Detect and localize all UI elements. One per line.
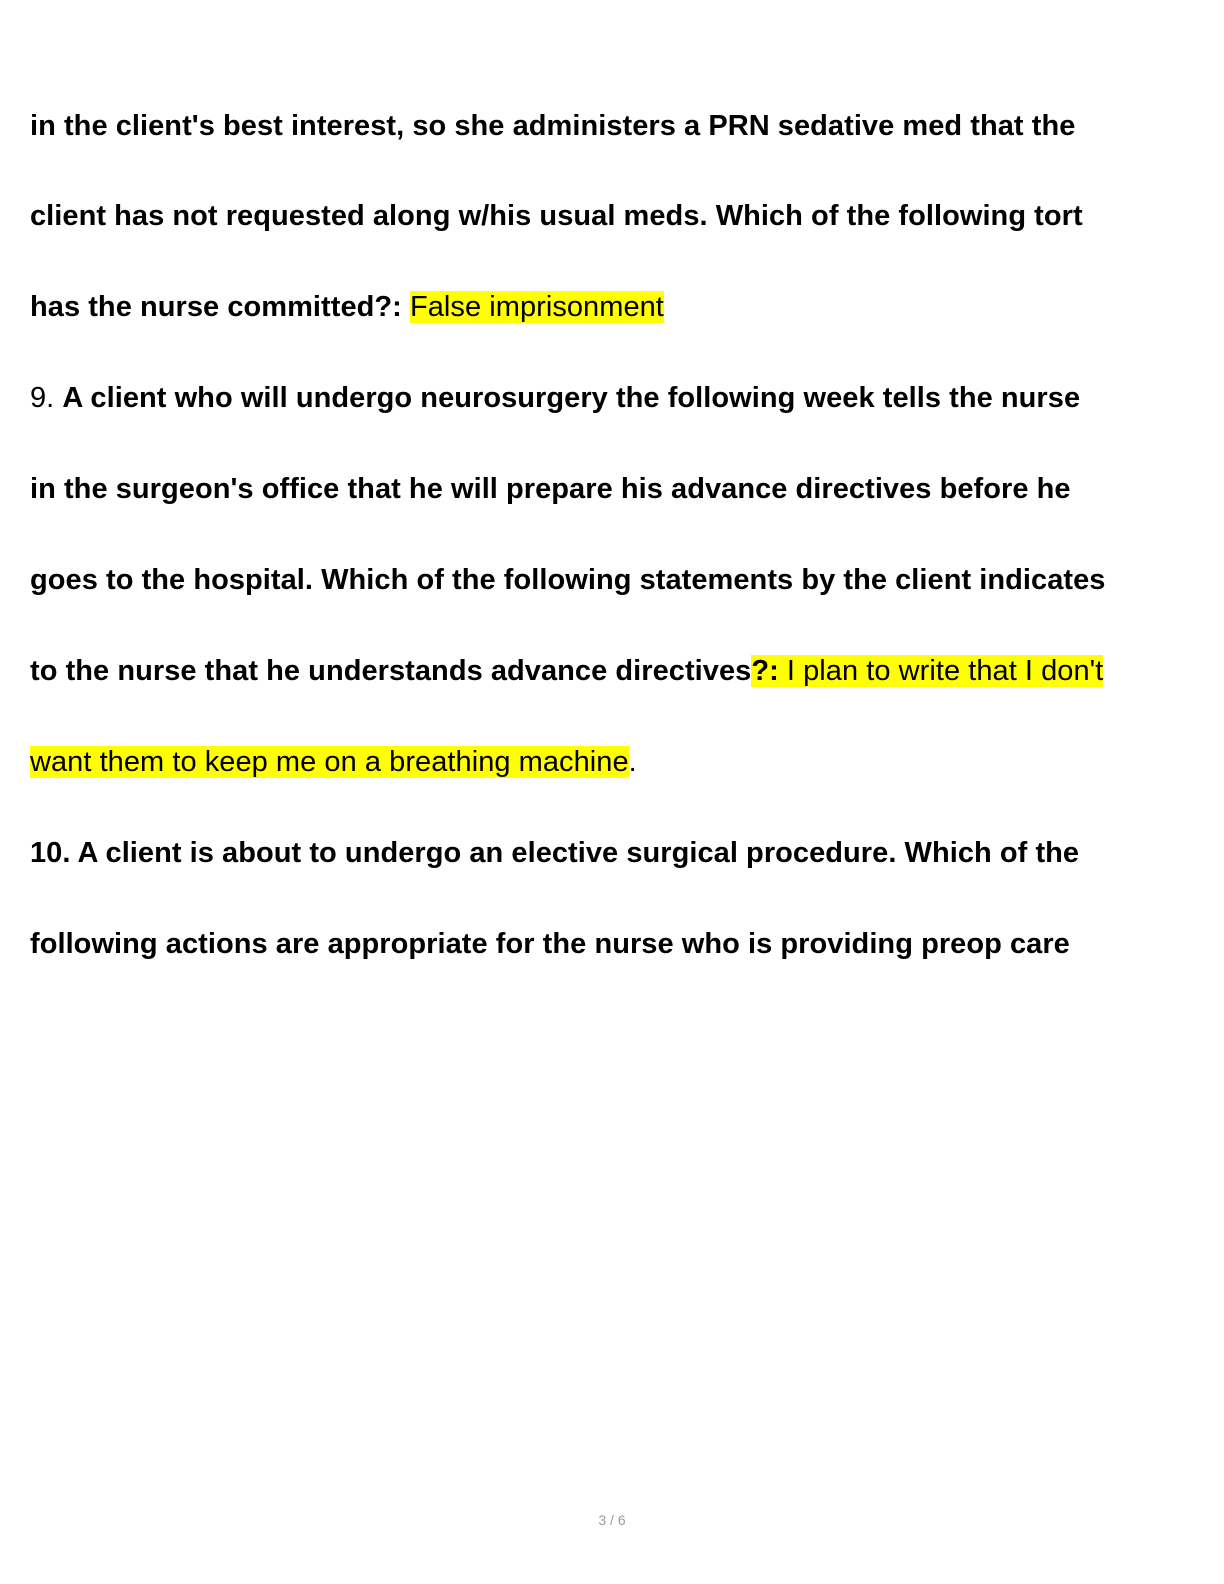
highlighted-separator: ?: (751, 655, 787, 687)
question-text: A client who will undergo neurosurgery the following week tells the nurse (62, 382, 1081, 414)
page-number: 3 / 6 (598, 1512, 626, 1528)
text-line (30, 289, 664, 325)
text-line (30, 835, 1079, 871)
highlighted-answer: want them to keep me on a breathing machine (30, 746, 629, 778)
question-text: to the nurse that he understands advance directives (30, 655, 752, 687)
question-text: in the surgeon's office that he will prepare his advance directives before he (30, 473, 1071, 505)
text-line (30, 562, 1105, 598)
highlighted-answer: False imprisonment (409, 291, 664, 323)
text-line (30, 926, 1070, 962)
question-text: 10. A client is about to undergo an elective surgical procedure. Which of the (30, 837, 1080, 869)
highlighted-answer: I plan to write that I don't (786, 655, 1104, 687)
text-line (30, 380, 1080, 416)
text-line (30, 108, 1075, 144)
question-text: following actions are appropriate for the nurse who is providing preop care (30, 928, 1070, 960)
text-line (30, 744, 637, 780)
question-text: has the nurse committed?: (30, 291, 410, 323)
text-line (30, 653, 1103, 689)
text-line (30, 198, 1083, 234)
text-line (30, 471, 1071, 507)
question-number: 9. (30, 382, 63, 414)
answer-period: . (628, 746, 637, 778)
question-text: client has not requested along w/his usual meds. Which of the following tort (30, 200, 1083, 232)
question-text: in the client's best interest, so she administers a PRN sedative med that the (30, 110, 1076, 142)
question-text: goes to the hospital. Which of the following statements by the client indicates (30, 564, 1106, 596)
